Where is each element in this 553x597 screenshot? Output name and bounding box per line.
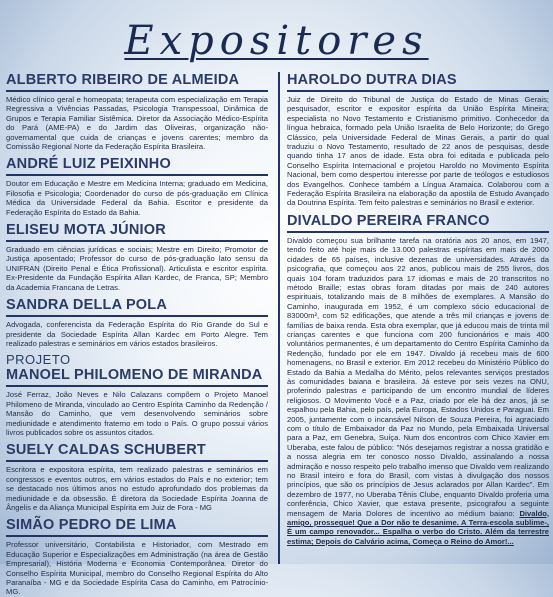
speaker-bio: Advogada, conferencista da Federação Espírita do Rio Grande do Sul e presidente da Sociedade Espírita Allan Kardec em Porto Alegre. Tem realizado palestras e seminários em vários estados brasileiros. — [6, 320, 268, 348]
divider-rule — [6, 385, 268, 387]
speaker-name: ELISEU MOTA JÚNIOR — [6, 222, 166, 239]
column-divider — [278, 72, 280, 564]
psychographed-message: Divaldo, amigo, prossegue! Que a Dor não te desanime. A Terra-escola sublime-, É um campo renovador... Espalha o verbo do Cristo. Além da terrestre estima; Depois do Calvário acima, Começa o Reino do Amor!... — [287, 508, 549, 546]
speaker-entry — [6, 156, 268, 217]
divider-rule — [287, 90, 549, 92]
divider-rule — [6, 460, 268, 462]
speaker-entry — [6, 517, 268, 596]
heading — [0, 0, 553, 70]
speaker-bio: José Ferraz, João Neves e Nilo Calazans compõem o Projeto Manoel Philomeno de Miranda, vinculado ao Centro Espírita Caminho da Redenção / Mansão do Caminho, que vem desenvolvendo seminários sobre mediunidade e atendimento fraterno em todo o País. O grupo possui vários livros publicados sobre os assuntos citados. — [6, 390, 268, 437]
speaker-entry — [287, 213, 549, 546]
speaker-entry — [6, 222, 268, 292]
right-column — [287, 72, 549, 564]
speaker-name: SIMÃO PEDRO DE LIMA — [6, 517, 177, 534]
speaker-name: ALBERTO RIBEIRO DE ALMEIDA — [6, 72, 240, 88]
speaker-bio: Juiz de Direito do Tribunal de Justiça do Estado de Minas Gerais; pesquisador, escritor e expositor espírita da União Espírita Mineira; especialista no Novo Testamento e Cristianismo primitivo. Conhecedor da língua hebraica, formado pela União Israelita de Belo Horizonte; do Grego Clássico, pela Universidade Federal de Minas Gerais, a partir do qual traduziu o Novo Testamento, resultado de 22 anos de pesquisas, desde quando tinha 17 anos de idade. Esta obra foi editada e publicada pelo Conselho Espírita Internacional e projetou Haroldo no Movimento Espírita Nacional, bem como despertou interesse por parte de teólogos e estudiosos dos Evangelhos. Conhece também a Língua Aramaica. Colaborou com a Federação Espírita Brasileira na elaboração da apostila de Estudo Avançado da Doutrina Espírita. Tem feito palestras e seminários no Brasil e exterior. — [287, 95, 549, 208]
speaker-name: HAROLDO DUTRA DIAS — [287, 72, 457, 88]
speaker-name: SUELY CALDAS SCHUBERT — [6, 442, 206, 459]
speaker-name: MANOEL PHILOMENO DE MIRANDA — [6, 367, 263, 384]
divider-rule — [6, 535, 268, 537]
divider-rule — [6, 174, 268, 176]
divider-rule — [6, 315, 268, 317]
speaker-name: SANDRA DELLA POLA — [6, 297, 168, 314]
speaker-entry — [6, 72, 268, 151]
speaker-name: DIVALDO PEREIRA FRANCO — [287, 212, 490, 229]
speaker-bio: Escritora e expositora espírita, tem realizado palestras e seminários em congressos e eventos outros, em vários estados do País e no exterior; tem se destacado nos últimos anos no estudo aprofundado dos problemas da mediunidade e da obsessão. É diretora da Sociedade Espírita Joanna de Ângelis e da Aliança Municipal Espírita em Juiz de Fora - MG — [6, 465, 268, 512]
project-label: PROJETO — [6, 352, 71, 368]
speaker-entry — [6, 353, 268, 437]
speaker-bio-text: Divaldo começou sua brilhante tarefa na oratória aos 20 anos, em 1947, tendo feito até hoje mais de 13.000 palestras espíritas em mais de 2000 cidades de 65 países, inclusive dezenas de universidades. Através da psicografia, que começou aos 22 anos, publicou mais de 255 livros, dos quais 104 foram traduzidos para 17 idiomas e mais de 20 transcritos no método Braille; estas obras foram ditadas por mais de 240 autores espirituais, totalizando mais de 8 milhões de exemplares. A Mansão do Caminho, inaugurada em 1952, é um complexo sócio educacional de 83000m², com 52 edificações, que atende a três mil crianças e jovens de famílias de baixa renda. Esta obra exemplar, que já educou mais de trinta mil crianças carentes e que funciona com 200 funcionários e mais 400 voluntários permanentes, é um departamento do Centro Espírita Caminho da Redenção, fundado por ele em 1947. Divaldo já recebeu mais de 600 homenagens, no Brasil e exterior. Em 2012 recebeu do Ministério Público do Estado da Bahia a Medalha do Mérito, pelos relevantes serviços prestados às comunidades baiana e brasileira. Já esteve por seis vezes na ONU, proferindo palestras e participando de um encontro mundial de líderes religiosos. O Movimento Você e a Paz, criado por ele há dez anos, já se espalhou pela Bahia, pelo país, pela Europa, Estados Unidos e Paraguai. Em 2005, juntamente com o incansável Nilson de Souza Pereira, foi agraciado com o título de Embaixador da Paz no Mundo, pela Embaixada Universal para a Paz, em Genebra, Suíça. Num dos encontros com Chico Xavier em Uberaba, este falou de público: "Nós desejamos registrar a nossa gratidão e a nossa alegria em ter conosco nosso Divaldo, assinalando a nossa admiração e nosso respeito pelo trabalho imenso que Divaldo vem realizando no Brasil inteiro e fora do Brasil, com vistas à divulgação dos nossos princípios, que são os princípios de Jesus aclarados por Allan Kardec". Em dezembro de 1977, no Uberaba Tênis Clube, enquanto Divaldo proferia uma conferência, Chico Xavier, que estava presente, psicografou a seguinte mensagem de Maria Dolores de incentivo ao médium baiano: — [287, 235, 549, 518]
speaker-entry — [287, 72, 549, 208]
divider-rule — [6, 240, 268, 242]
speaker-name: ANDRÉ LUIZ PEIXINHO — [6, 156, 171, 173]
speaker-bio: Médico clínico geral e homeopata; terapeuta com especialização em Terapia Regressiva a Vivências Passadas, Psicologia Transpessoal, Dinâmica de Grupos e Terapia Familiar Sistêmica. Diretor da Associação Médico-Espírita do Pará (AME-PA) e do Jardim das Oliveiras, organização não-governamental que cuida de crianças e jovens carentes; membro da Comissão Regional Norte da Federação Espírita Brasileira. — [6, 95, 268, 152]
divider-rule — [287, 231, 549, 233]
speaker-entry — [6, 442, 268, 512]
speaker-entry — [6, 297, 268, 348]
speaker-bio: Professor universitário, Contabilista e Historiador, com Mestrado em Educação Superior e Especializações em Administração (na área de Gestão Empresarial), História Moderna e Economia Contemporânea. Diretor do Conselho Espírita Municipal, membro do Conselho Regional Espírita do Alto Paranaíba - MG e da Sociedade Espírita Casa do Caminho, em Patrocínio-MG. — [6, 540, 268, 597]
left-column — [6, 72, 268, 597]
speaker-bio — [287, 236, 549, 546]
speaker-bio: Graduado em ciências jurídicas e sociais; Mestre em Direito; Promotor de Justiça aposentado; Professor do curso de pós-graduação lato sensu da UNIFRAN (Direito Penal e Ética Profissional). Articulista e escritor espírita. Ex-Presidente da Fundação Espírita Allan Kardec, de Franca, SP; Membro da Academia Francana de Letras. — [6, 245, 268, 292]
page-title: Expositores — [124, 18, 429, 64]
speaker-bio: Doutor em Educação e Mestre em Medicina Interna; graduado em Medicina, Filosofia e Psicologia; Coordenador do curso de pós-graduação em Clínica Médica da Universidade Federal da Bahia. Escritor e presidente da Federação Espírita do Estado da Bahia. — [6, 179, 268, 217]
divider-rule — [6, 90, 268, 92]
